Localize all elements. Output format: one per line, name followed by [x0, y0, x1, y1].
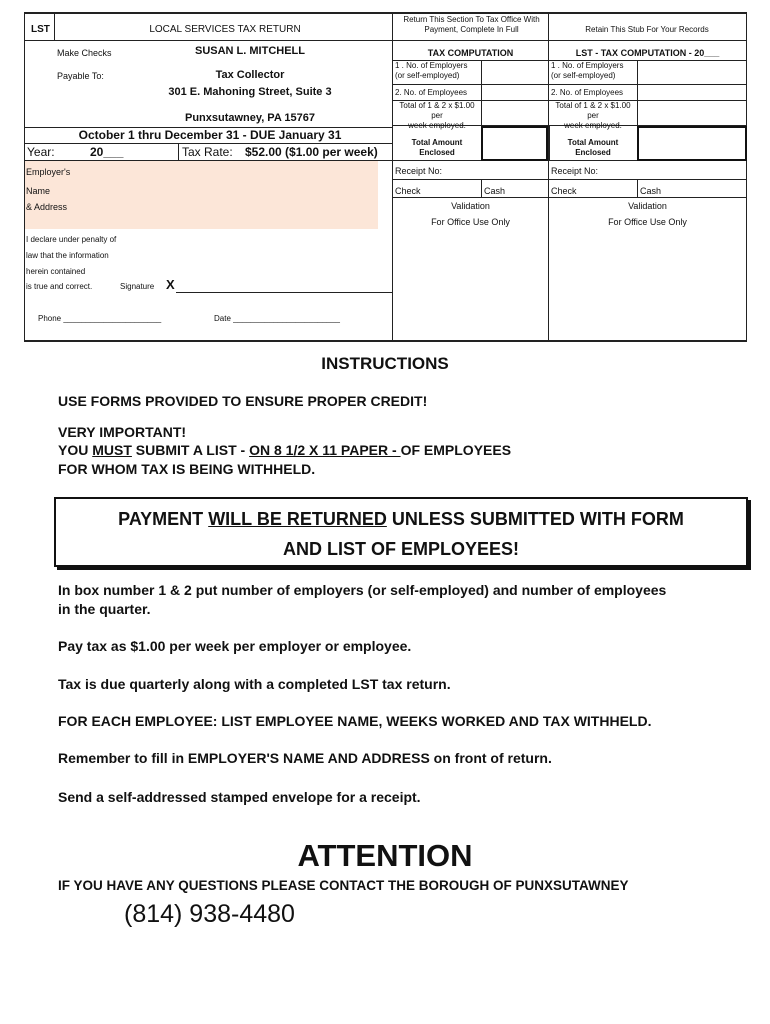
- total-weeks-label: Total of 1 & 2 x $1.00 per week employed.: [399, 101, 475, 130]
- employer-name-address-field[interactable]: [25, 161, 378, 229]
- employers-label: Employer's: [26, 167, 71, 177]
- validation-label: Validation: [451, 201, 490, 211]
- instruction-quarterly: Tax is due quarterly along with a completed LST tax return.: [58, 676, 451, 692]
- phone-field[interactable]: Phone ______________________: [38, 314, 162, 323]
- submit-list-line: YOU MUST SUBMIT A LIST - ON 8 1/2 X 11 PAPER - OF EMPLOYEES: [58, 442, 512, 458]
- return-note: Return This Section To Tax Office With Payment, Complete In Full: [403, 15, 540, 34]
- instruction-each-employee: FOR EACH EMPLOYEE: LIST EMPLOYEE NAME, WEEKS WORKED AND TAX WITHHELD.: [58, 713, 652, 729]
- contact-line: IF YOU HAVE ANY QUESTIONS PLEASE CONTACT THE BOROUGH OF PUNXSUTAWNEY: [58, 878, 629, 893]
- declare-line2: law that the information: [26, 251, 109, 260]
- total-amount-label: Total Amount Enclosed: [411, 138, 463, 157]
- tax-computation-heading: TAX COMPUTATION: [427, 48, 514, 58]
- declare-line3: herein contained: [26, 267, 86, 276]
- stub-employees-count-label: 2. No. of Employees: [551, 88, 624, 97]
- period-text: October 1 thru December 31 - DUE January 31: [78, 128, 342, 142]
- year-value[interactable]: 20___: [90, 145, 124, 159]
- signature-label: Signature: [120, 282, 155, 291]
- instruction-credit: USE FORMS PROVIDED TO ENSURE PROPER CREDIT!: [58, 393, 428, 409]
- warning-box: PAYMENT WILL BE RETURNED UNLESS SUBMITTED WITH FORM AND LIST OF EMPLOYEES!: [54, 497, 748, 567]
- payable-to-label: Payable To:: [57, 71, 104, 81]
- instruction-boxes: In box number 1 & 2 put number of employers (or self-employed) and number of employees in the quarter.: [58, 582, 667, 617]
- for-whom-line: FOR WHOM TAX IS BEING WITHHELD.: [58, 461, 316, 477]
- cash-label[interactable]: Cash: [484, 186, 506, 196]
- receipt-label: Receipt No:: [395, 166, 443, 176]
- instructions-heading: INSTRUCTIONS: [321, 354, 449, 373]
- declare-line1: I declare under penalty of: [26, 235, 117, 244]
- stub-total-weeks-label: Total of 1 & 2 x $1.00 per week employed.: [555, 101, 631, 130]
- payee-title: Tax Collector: [215, 69, 285, 81]
- stub-total-amount-box[interactable]: [637, 126, 747, 161]
- make-checks-label: Make Checks: [57, 48, 112, 58]
- payee-address1: 301 E. Mahoning Street, Suite 3: [168, 86, 332, 98]
- tax-rate-label: Tax Rate:: [182, 145, 233, 159]
- year-label: Year:: [27, 145, 55, 159]
- stub-computation-heading: LST - TAX COMPUTATION - 20___: [575, 48, 720, 58]
- stub-employers-count-label: 1 . No. of Employers (or self-employed): [551, 61, 624, 80]
- instruction-remember: Remember to fill in EMPLOYER'S NAME AND ADDRESS on front of return.: [58, 750, 552, 766]
- stub-note: Retain This Stub For Your Records: [585, 25, 709, 34]
- check-label[interactable]: Check: [395, 186, 421, 196]
- contact-phone: (814) 938-4480: [124, 900, 295, 928]
- tax-rate-value: $52.00 ($1.00 per week): [245, 145, 378, 159]
- name-label: Name: [26, 186, 51, 196]
- declare-line4: is true and correct.: [26, 282, 93, 291]
- attention-heading: ATTENTION: [297, 838, 473, 873]
- employers-count-label: 1 . No. of Employers (or self-employed): [395, 61, 468, 80]
- lst-label: LST: [31, 24, 50, 35]
- payee-name: SUSAN L. MITCHELL: [195, 45, 305, 57]
- address-label: & Address: [26, 202, 68, 212]
- signature-x[interactable]: X: [166, 277, 175, 292]
- total-amount-box[interactable]: [481, 126, 548, 161]
- payee-address2: Punxsutawney, PA 15767: [184, 112, 316, 124]
- stub-total-amount-label: Total Amount Enclosed: [567, 138, 619, 157]
- stub-validation-label: Validation: [628, 201, 667, 211]
- stub-office-use-label: For Office Use Only: [608, 217, 687, 227]
- date-field[interactable]: Date ________________________: [214, 314, 340, 323]
- stub-receipt-label: Receipt No:: [551, 166, 599, 176]
- instruction-envelope: Send a self-addressed stamped envelope for a receipt.: [58, 789, 421, 805]
- office-use-label: For Office Use Only: [431, 217, 510, 227]
- stub-check-label[interactable]: Check: [551, 186, 577, 196]
- employees-count-label: 2. No. of Employees: [395, 88, 468, 97]
- stub-cash-label[interactable]: Cash: [640, 186, 662, 196]
- form-title: LOCAL SERVICES TAX RETURN: [149, 24, 301, 35]
- instruction-pay: Pay tax as $1.00 per week per employer or employee.: [58, 638, 412, 654]
- very-important: VERY IMPORTANT!: [58, 424, 187, 440]
